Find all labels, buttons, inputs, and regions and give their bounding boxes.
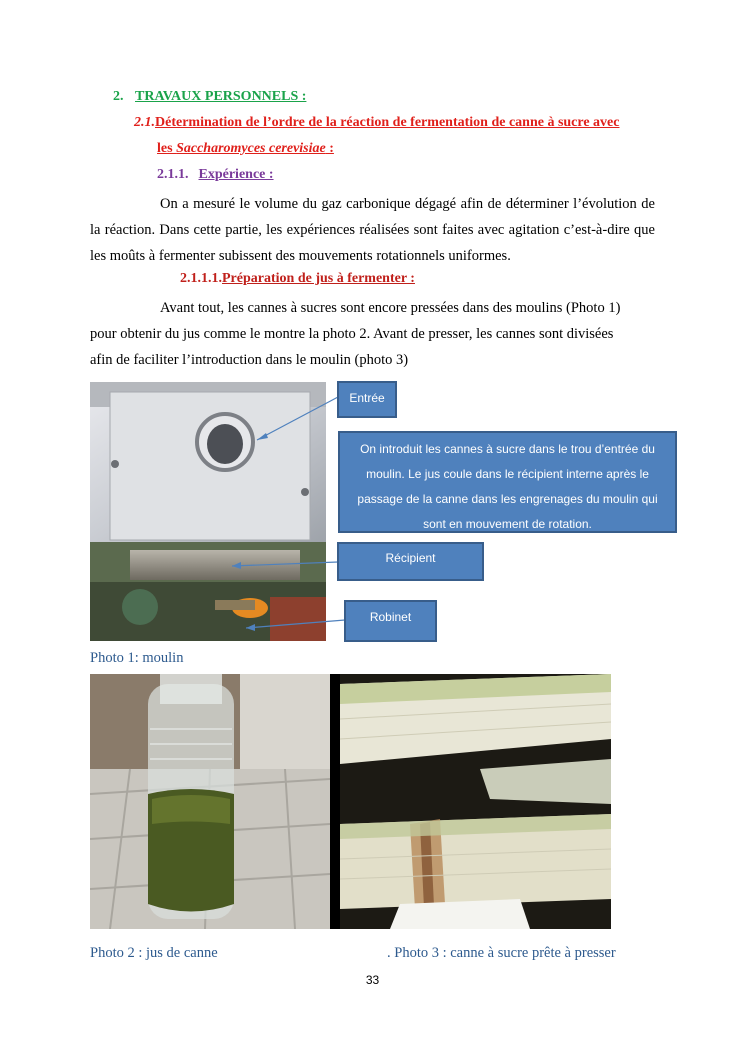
section-number: 2. [113,89,124,104]
page-number: 33 [365,973,380,987]
callout-description-line3: passage de la canne dans les engrenages du moulin qui [357,492,658,506]
subsection-number: 2.1. [134,115,155,130]
callout-description-line4: sont en mouvement de rotation. [423,517,592,531]
subsubsection-title: Expérience : [198,167,274,182]
paragraph-preparation-line3: afin de faciliter l’introduction dans le moulin (photo 3) [90,352,409,368]
subsection-title-suffix: : [325,141,334,156]
callout-description-line1: On introduit les cannes à sucre dans le trou d’entrée du [360,442,655,456]
caption-photo3: . Photo 3 : canne à sucre prête à presser [387,945,616,961]
paragraph-preparation-line1: Avant tout, les cannes à sucres sont encore pressées dans des moulins (Photo 1) [160,300,621,316]
subsection-title-prefix: les [157,141,177,156]
subsubsubsection-title: Préparation de jus à fermenter : [222,271,415,286]
photo-jus-de-canne [90,674,330,929]
paragraph-preparation-line2: pour obtenir du jus comme le montre la photo 2. Avant de presser, les cannes sont divisées [90,326,614,342]
subsection-title-line1: Détermination de l’ordre de la réaction de fermentation de canne à sucre avec [155,115,620,130]
subsubsection-number: 2.1.1. [157,167,189,182]
section-title: TRAVAUX PERSONNELS : [135,89,307,104]
paragraph-experience: On a mesuré le volume du gaz carbonique dégagé afin de déterminer l’évolution de la réaction. Dans cette partie, les expériences réalisées sont faites avec agitation c’est-à-dire que les moûts à fermenter subissent des mouvements rotationnels uniformes. [90,196,655,264]
callout-description [338,431,677,533]
caption-photo2: Photo 2 : jus de canne [90,945,218,961]
callout-robinet: Robinet [344,600,437,642]
subsection-title-species: Saccharomyces cerevisiae [176,141,326,156]
subsubsubsection-number: 2.1.1.1. [180,271,222,286]
callout-description-line2: moulin. Le jus coule dans le récipient interne après le [366,467,649,481]
caption-photo1: Photo 1: moulin [90,650,184,666]
callout-recipient: Récipient [337,542,484,581]
photo-canne-a-sucre [330,674,611,929]
callout-entree: Entrée [337,381,397,418]
